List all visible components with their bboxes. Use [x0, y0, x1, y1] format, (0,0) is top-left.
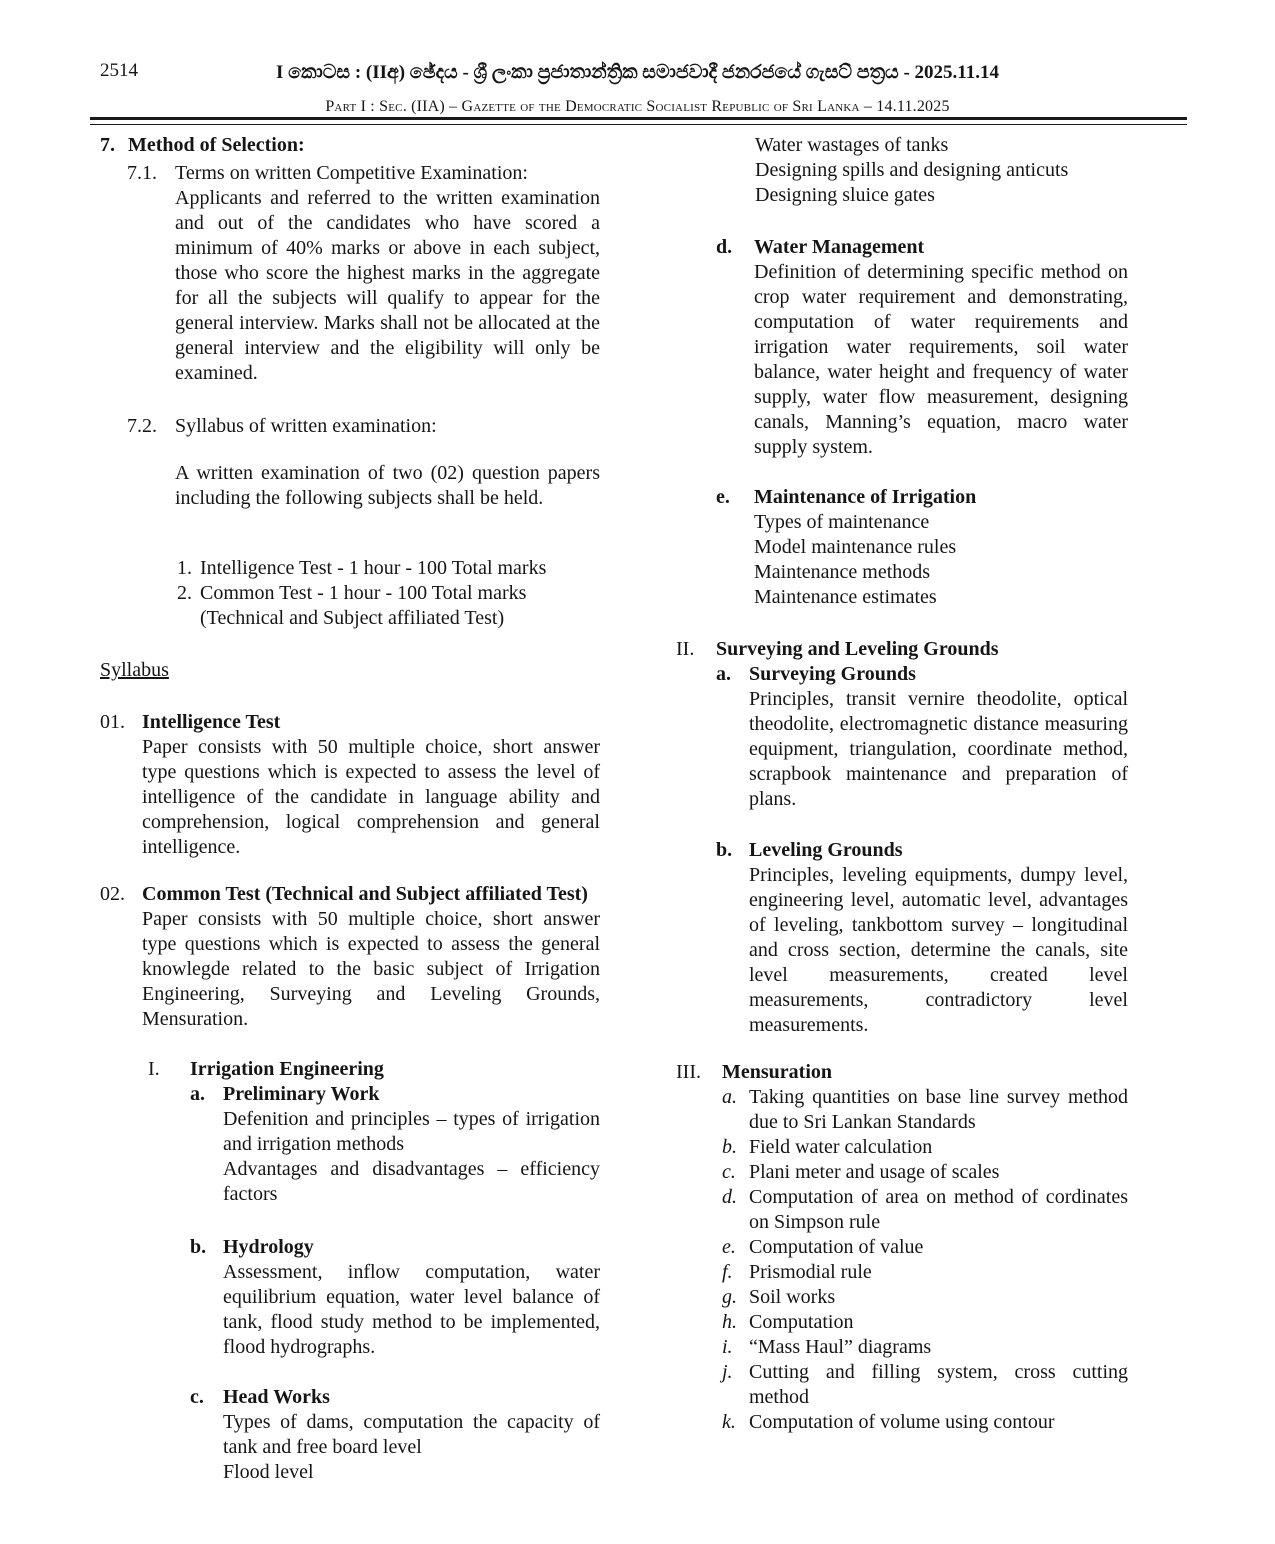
- syllabus-item-02-number: 02.: [100, 883, 125, 905]
- mensuration-item: [722, 1260, 1128, 1285]
- mensuration-item-letter: g.: [722, 1286, 737, 1308]
- syllabus-item-02-body: Paper consists with 50 multiple choice, short answer type questions which is expected to assess the general knowlegde related to the basic subject of Irrigation Engineering, Surveying and Leveling Grounds, Mensuration.: [142, 908, 600, 1030]
- maintenance-line: Maintenance estimates: [754, 586, 937, 608]
- mensuration-item: [722, 1335, 1128, 1360]
- header-english-title: Part I : Sec. (IIA) – Gazette of the Democratic Socialist Republic of Sri Lanka – 14.11.2025: [325, 98, 950, 115]
- part-2-sub-a-title: Surveying Grounds: [749, 663, 916, 685]
- part-1-sub-d-title: Water Management: [754, 236, 925, 258]
- mensuration-item-text: Soil works: [749, 1286, 836, 1308]
- mensuration-item: [722, 1310, 1128, 1335]
- mensuration-item-letter: i.: [722, 1336, 733, 1358]
- page-number: 2514: [100, 60, 138, 81]
- mensuration-item-letter: e.: [722, 1236, 736, 1258]
- part-1-sub-b-title: Hydrology: [223, 1236, 314, 1258]
- section-7-1-body: Applicants and referred to the written examination and out of the candidates who have scored a minimum of 40% marks or above in each subject, those who score the highest marks in the aggregate for all the subjects will qualify to appear for the general interview. Marks shall not be allocated at the general interview and the eligibility will only be examined.: [175, 187, 600, 384]
- part-1-sub-a: [190, 1082, 600, 1207]
- section-7-1-number: 7.1.: [127, 162, 157, 184]
- part-1-sub-c-title: Head Works: [223, 1386, 330, 1408]
- section-7-title: Method of Selection:: [128, 134, 305, 156]
- mensuration-item-text: “Mass Haul” diagrams: [749, 1336, 932, 1358]
- syllabus-item-02-title: Common Test (Technical and Subject affiliated Test): [142, 883, 588, 905]
- mensuration-item-letter: f.: [722, 1261, 733, 1283]
- part-1-sub-a-letter: a.: [190, 1083, 205, 1105]
- part-2-number: II.: [676, 638, 695, 660]
- mensuration-item: [722, 1410, 1128, 1435]
- syllabus-item-02: [100, 882, 600, 1032]
- part-1-sub-c-continued: [755, 133, 1128, 208]
- section-7-1-title: Terms on written Competitive Examination:: [175, 162, 528, 184]
- part-1-sub-d-letter: d.: [716, 236, 733, 258]
- mensuration-item: [722, 1285, 1128, 1310]
- mensuration-item-text: Computation: [749, 1311, 854, 1333]
- mensuration-item: [722, 1085, 1128, 1135]
- section-7-2-number: 7.2.: [127, 415, 157, 437]
- mensuration-item: [722, 1135, 1128, 1160]
- maintenance-line: Types of maintenance: [754, 511, 930, 533]
- mensuration-item: [722, 1185, 1128, 1235]
- test-list: [100, 556, 600, 631]
- mensuration-item-text: Cutting and filling system, cross cutting method: [749, 1361, 1128, 1408]
- part-3-title: Mensuration: [722, 1061, 832, 1083]
- mensuration-item-text: Computation of volume using contour: [749, 1411, 1055, 1433]
- part-2-title: Surveying and Leveling Grounds: [716, 638, 999, 660]
- part-2-sub-a-letter: a.: [716, 663, 731, 685]
- syllabus-item-01-title: Intelligence Test: [142, 711, 281, 733]
- syllabus-item-01-number: 01.: [100, 711, 125, 733]
- section-7-heading: [100, 133, 600, 158]
- test-list-note: (Technical and Subject affiliated Test): [200, 607, 505, 629]
- part-1-sub-c-letter: c.: [190, 1386, 204, 1408]
- header-sinhala-title: I කොටස : (IIඅ) ඡේදය - ශ්‍රී ලංකා ප්‍රජාතාන්ත්‍රික සමාජවාදී ජනරජයේ ගැසට් පත්‍රය - 2025.11.14: [275, 62, 999, 83]
- part-1-number: I.: [148, 1058, 160, 1080]
- head-works-line: Designing spills and designing anticuts: [755, 159, 1069, 181]
- section-7-2-title: Syllabus of written examination:: [175, 415, 437, 437]
- mensuration-item-text: Plani meter and usage of scales: [749, 1161, 1000, 1183]
- mensuration-item-letter: b.: [722, 1136, 737, 1158]
- mensuration-item-letter: a.: [722, 1086, 737, 1108]
- syllabus-heading: Syllabus: [100, 659, 169, 681]
- mensuration-item: [722, 1160, 1128, 1185]
- mensuration-item-letter: c.: [722, 1161, 736, 1183]
- mensuration-item-text: Field water calculation: [749, 1136, 933, 1158]
- part-2-sub-b-letter: b.: [716, 839, 733, 861]
- mensuration-item-letter: d.: [722, 1186, 737, 1208]
- mensuration-item-letter: h.: [722, 1311, 737, 1333]
- part-1-sub-a-line-1: Defenition and principles – types of irrigation and irrigation methods: [223, 1108, 600, 1155]
- head-works-line: Water wastages of tanks: [755, 134, 949, 156]
- section-7-2: [127, 414, 600, 511]
- maintenance-line: Model maintenance rules: [754, 536, 957, 558]
- right-column: [676, 133, 1128, 1435]
- part-1-irrigation-engineering: [148, 1057, 600, 1485]
- part-1-title: Irrigation Engineering: [190, 1058, 384, 1080]
- part-1-sub-b-body: Assessment, inflow computation, water equilibrium equation, water level balance of tank, flood study method to be implemented, flood hydrographs.: [223, 1261, 600, 1358]
- left-column: [100, 133, 600, 1485]
- mensuration-item-text: Computation of value: [749, 1236, 924, 1258]
- part-1-sub-d-body: Definition of determining specific method on crop water requirement and demonstrating, computation of water requirements and irrigation water requirements, soil water balance, water height and frequency of water supply, water flow measurement, designing canals, Manning’s equation, macro water supply system.: [754, 261, 1128, 458]
- part-1-sub-c-line-2: Flood level: [223, 1461, 314, 1483]
- section-7-2-body: A written examination of two (02) question papers including the following subjects shall be held.: [175, 462, 600, 509]
- mensuration-item-text: Prismodial rule: [749, 1261, 872, 1283]
- test-item-2: [177, 581, 600, 606]
- part-2-sub-a-body: Principles, transit vernire theodolite, optical theodolite, electromagnetic distance measuring equipment, triangulation, coordinate method, scrapbook maintenance and preparation of plans.: [749, 688, 1128, 810]
- part-2-sub-a: [716, 662, 1128, 812]
- part-2-sub-b-title: Leveling Grounds: [749, 839, 903, 861]
- part-1-sub-a-title: Preliminary Work: [223, 1083, 380, 1105]
- part-1-sub-e-title: Maintenance of Irrigation: [754, 486, 977, 508]
- part-1-sub-c-line-1: Types of dams, computation the capacity of tank and free board level: [223, 1411, 600, 1458]
- test-item-1-number: 1.: [177, 557, 192, 579]
- mensuration-item-text: Taking quantities on base line survey method due to Sri Lankan Standards: [749, 1086, 1128, 1133]
- test-item-1-text: Intelligence Test - 1 hour - 100 Total marks: [200, 557, 547, 579]
- part-2-surveying-leveling: [676, 637, 1128, 1038]
- part-1-sub-b-letter: b.: [190, 1236, 207, 1258]
- mensuration-item-letter: j.: [722, 1361, 733, 1383]
- syllabus-item-01: [100, 710, 600, 860]
- section-7-number: 7.: [100, 134, 115, 156]
- mensuration-item: [722, 1235, 1128, 1260]
- test-item-2-number: 2.: [177, 582, 192, 604]
- mensuration-item-letter: k.: [722, 1411, 736, 1433]
- part-3-mensuration: [676, 1060, 1128, 1435]
- part-3-number: III.: [676, 1061, 701, 1083]
- part-2-sub-b-body: Principles, leveling equipments, dumpy level, engineering level, automatic level, advantages of leveling, tankbottom survey – longitudinal and cross section, determine the canals, site level measurements, created level measurements, contradictory level measurements.: [749, 864, 1128, 1036]
- part-1-sub-b: [190, 1235, 600, 1360]
- syllabus-item-01-body: Paper consists with 50 multiple choice, short answer type questions which is expected to assess the level of intelligence of the candidate in language ability and comprehension, logical comprehension and general intelligence.: [142, 736, 600, 858]
- section-7-1: [127, 161, 600, 386]
- part-1-sub-d: [716, 235, 1128, 460]
- header-double-rule: [90, 117, 1187, 125]
- part-1-sub-a-line-2: Advantages and disadvantages – efficiency factors: [223, 1158, 600, 1205]
- part-2-sub-b: [716, 838, 1128, 1038]
- part-1-sub-e: [716, 485, 1128, 610]
- head-works-line: Designing sluice gates: [755, 184, 935, 206]
- part-1-sub-e-letter: e.: [716, 486, 730, 508]
- test-item-1: [177, 556, 600, 581]
- maintenance-line: Maintenance methods: [754, 561, 931, 583]
- part-1-sub-c: [190, 1385, 600, 1485]
- mensuration-item: [722, 1360, 1128, 1410]
- mensuration-item-text: Computation of area on method of cordinates on Simpson rule: [749, 1186, 1128, 1233]
- test-item-2-text: Common Test - 1 hour - 100 Total marks: [200, 582, 527, 604]
